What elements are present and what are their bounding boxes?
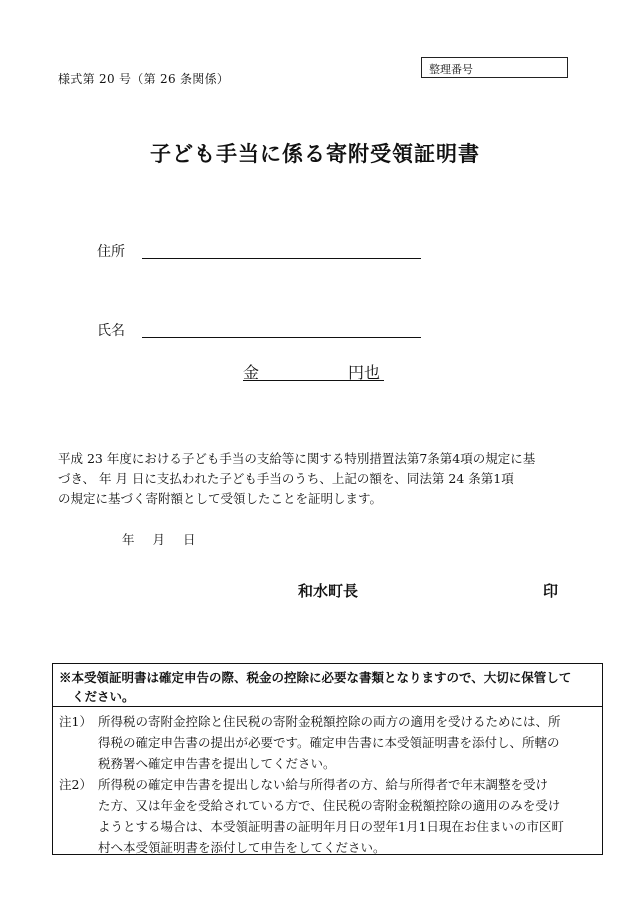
page-title: 子ども手当に係る寄附受領証明書 [150,141,480,166]
notice-header [53,664,602,707]
note-2-line-2: た方、又は年金を受給されている方で、住民税の寄附金税額控除の適用のみを受け [98,798,561,813]
note-2 [59,774,595,858]
certification-date: 年 月 日 [122,532,196,547]
note-2-mark: 注2） [59,777,92,792]
note-2-line-4: 村へ本受領証明書を添付して申告をしてください。 [98,840,386,855]
amount-yen-label: 円也 [348,363,381,382]
amount-kin-label: 金 [243,363,260,382]
certification-line-3: の規定に基づく寄附額として受領したことを証明します。 [58,491,383,506]
notice-box [52,663,603,855]
note-1-line-3: 税務署へ確定申告書を提出してください。 [98,756,336,771]
address-field-line[interactable] [142,258,421,259]
note-2-line-1: 所得税の確定申告書を提出しない給与所得者の方、給与所得者で年末調整を受け [98,777,549,792]
name-field-line[interactable] [142,337,421,338]
address-label: 住所 [97,244,125,260]
certification-line-1: 平成 23 年度における子ども手当の支給等に関する特別措置法第7条第4項の規定に基 [58,451,536,466]
certification-text [58,449,580,509]
form-number: 様式第 20 号（第 26 条関係） [58,72,230,86]
note-1-line-2: 得税の確定申告書の提出が必要です。確定申告書に本受領証明書を添付し、所轄の [98,735,560,750]
reference-number-box[interactable] [421,57,568,78]
name-label: 氏名 [97,323,125,339]
note-1 [59,711,595,774]
reference-number-label: 整理番号 [429,63,473,76]
note-1-line-1: 所得税の寄附金控除と住民税の寄附金税額控除の両方の適用を受けるためには、所 [98,714,561,729]
notice-header-line-1: ※本受領証明書は確定申告の際、税金の控除に必要な書類となりますので、大切に保管して [59,670,572,685]
issuer-mayor: 和水町長 [298,582,359,600]
seal-mark: 印 [543,582,559,600]
amount-underline [243,380,384,381]
note-2-line-3: ようとする場合は、本受領証明書の証明年月日の翌年1月1日現在お住まいの市区町 [98,819,564,834]
notice-header-line-2: ください。 [72,689,135,704]
certification-line-2: づき、 年 月 日に支払われた子ども手当のうち、上記の額を、同法第 24 条第1項 [58,471,514,486]
note-1-mark: 注1） [59,714,92,729]
